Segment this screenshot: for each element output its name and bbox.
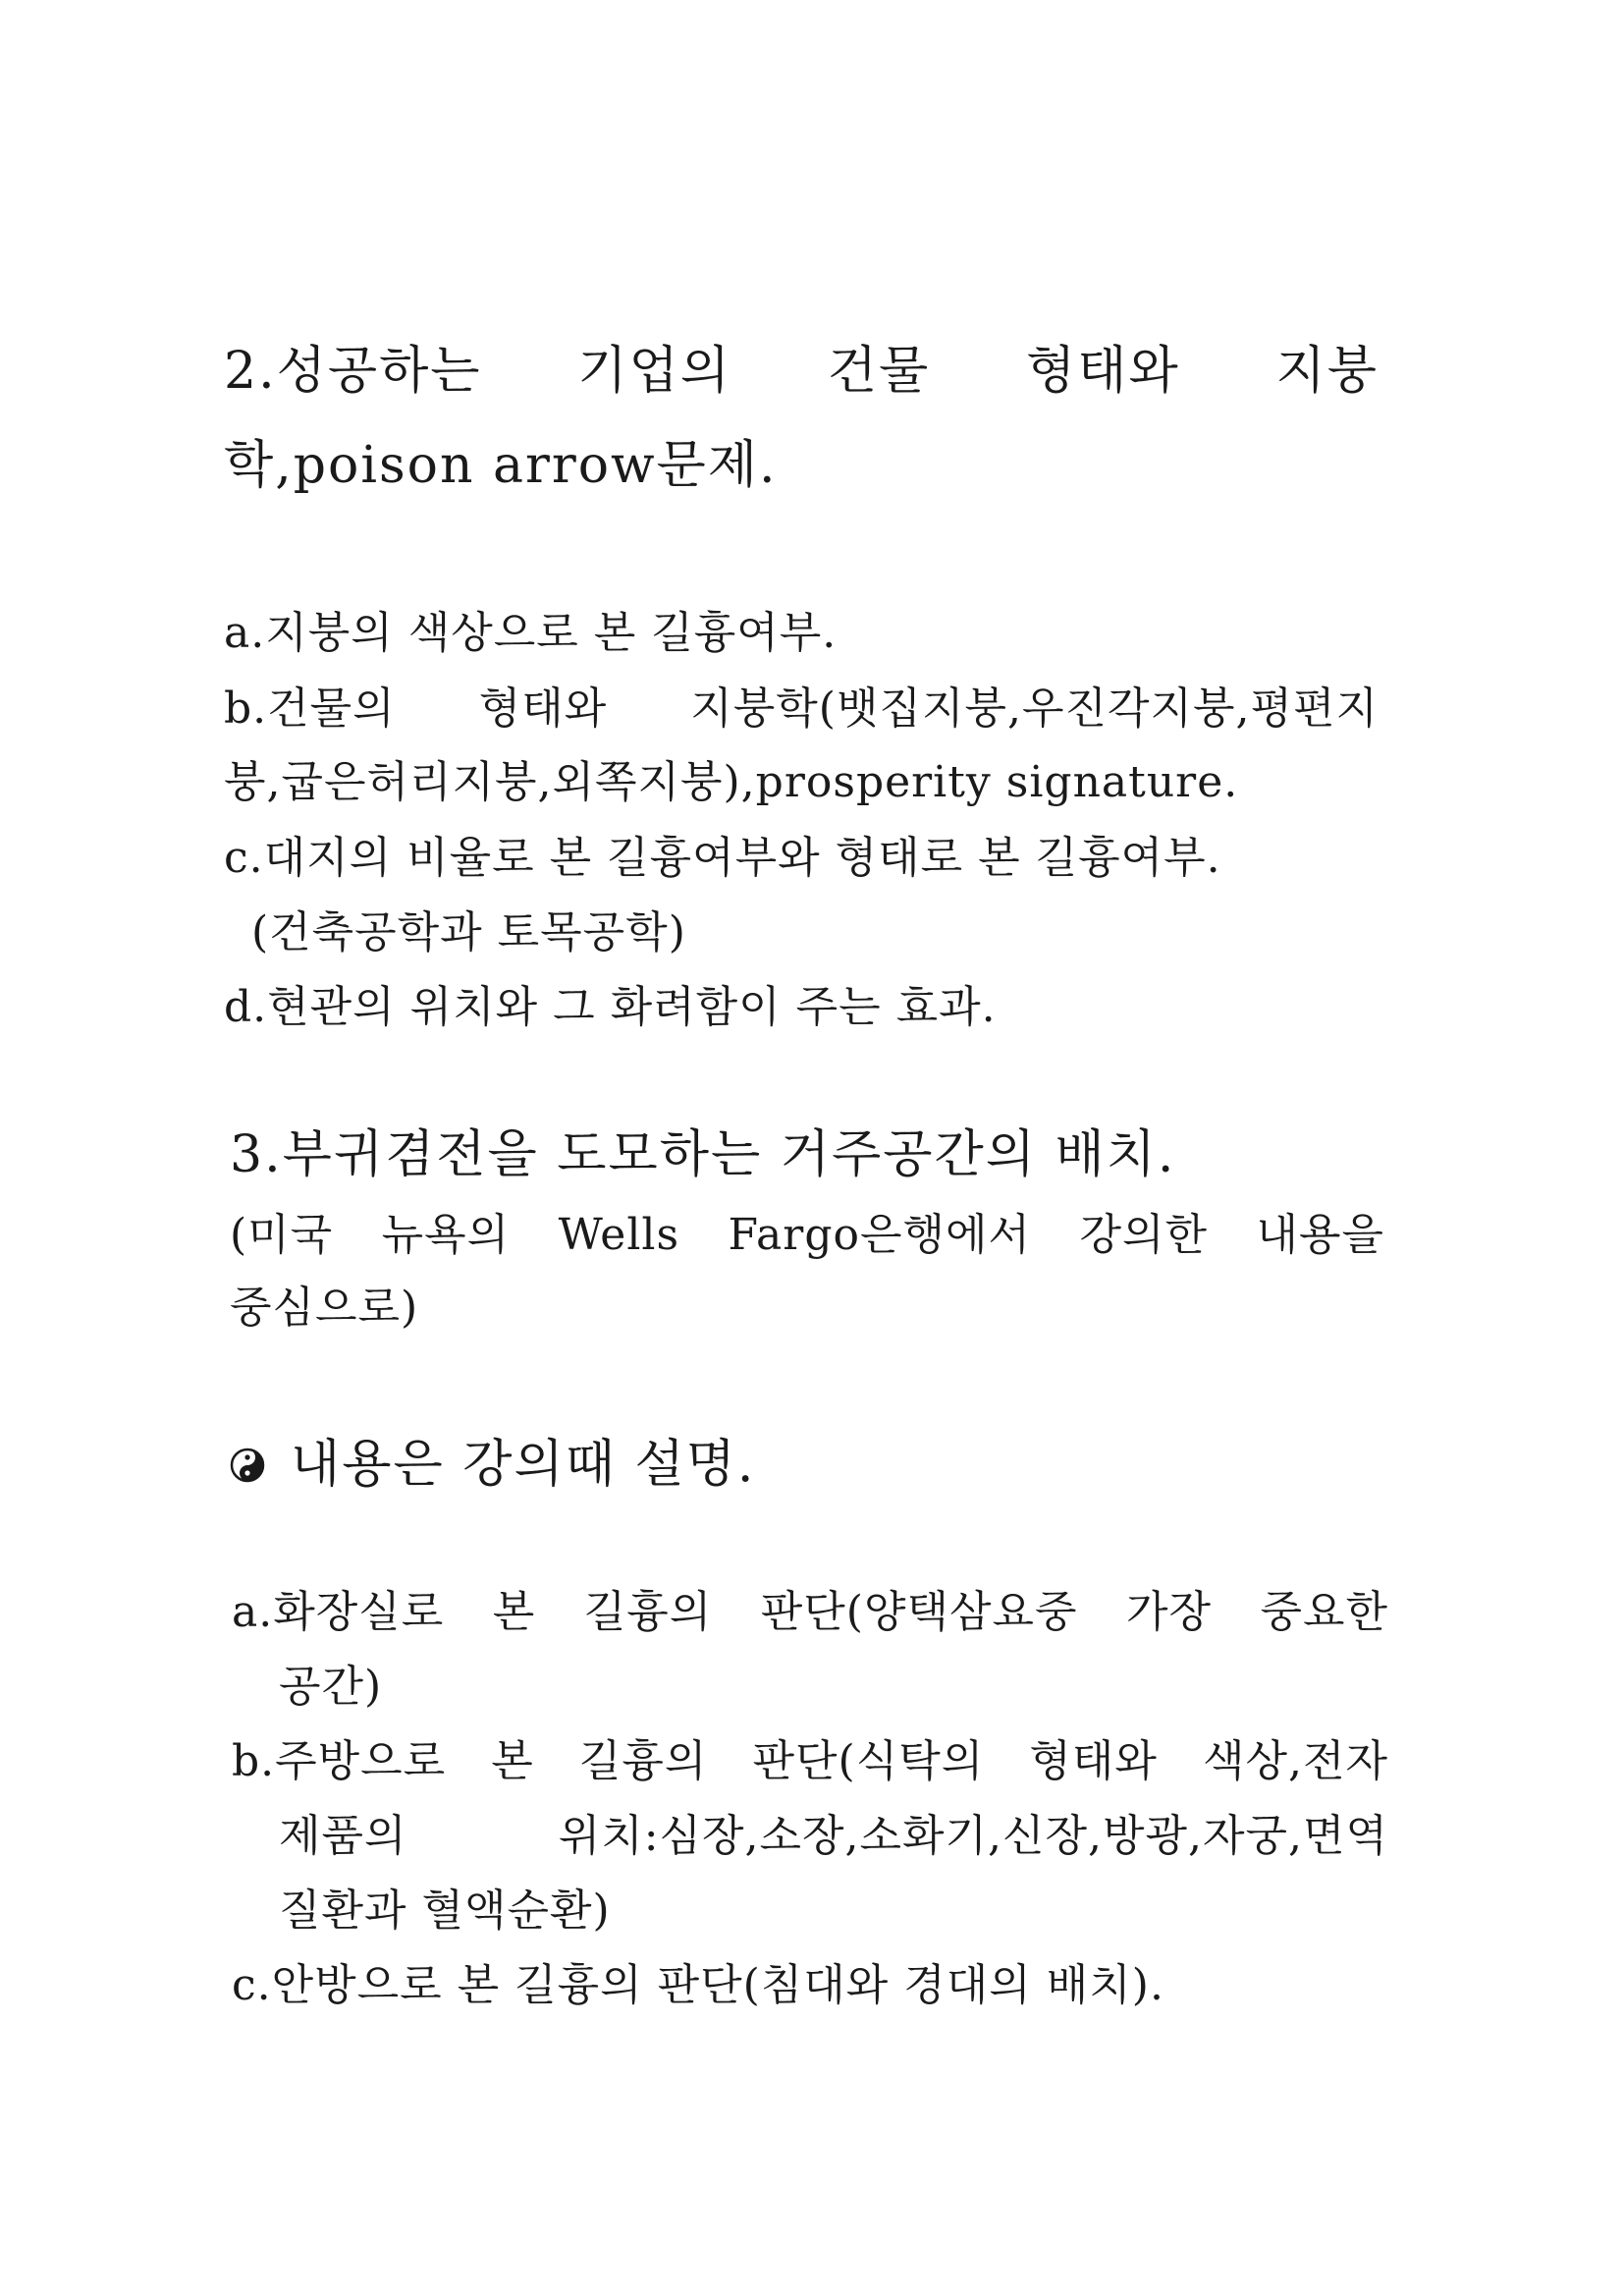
- item-word: 가장: [1125, 1587, 1212, 1637]
- section3-item-b-line1: [232, 1736, 1388, 1786]
- section3-item-b-line3: 질환과 혈액순환): [279, 1886, 611, 1936]
- section2-item-b-line2: 붕,굽은허리지붕,외쪽지붕),prosperity signature.: [224, 757, 1239, 807]
- title-word: 형태와: [1026, 342, 1180, 401]
- subtitle-word: 뉴욕의: [381, 1210, 511, 1260]
- subtitle-word: (미국: [230, 1210, 334, 1260]
- section2-item-b-line1: [224, 683, 1379, 734]
- item-word: 판단(식탁의: [752, 1736, 985, 1786]
- subtitle-word: 강의한: [1079, 1210, 1208, 1260]
- item-word: 색상,전자: [1202, 1736, 1388, 1786]
- section3-item-b-line2: [279, 1811, 1388, 1861]
- item-word: 위치:심장,소장,소화기,신장,방광,자궁,면역: [558, 1811, 1388, 1861]
- title-word: 건물: [827, 342, 931, 401]
- section2-item-a: a.지붕의 색상으로 본 길흉여부.: [224, 608, 838, 658]
- title-word: 2.성공하는: [224, 342, 482, 401]
- item-word: 지붕학(뱃집지붕,우진각지붕,평편지: [690, 683, 1379, 734]
- section2-item-d: d.현관의 위치와 그 화려함이 주는 효과.: [224, 982, 997, 1032]
- section3-title: 3.부귀겸전을 도모하는 거주공간의 배치.: [230, 1125, 1176, 1184]
- item-word: 형태와: [1029, 1736, 1158, 1786]
- item-word: 제품의: [279, 1811, 407, 1861]
- note-text: 내용은 강의때 설명.: [291, 1435, 756, 1495]
- section2-item-c: c.대지의 비율로 본 길흉여부와 형태로 본 길흉여부.: [224, 833, 1221, 883]
- item-word: b.건물의: [224, 683, 396, 734]
- yin-yang-icon: [230, 1448, 265, 1483]
- item-word: b.주방으로: [232, 1736, 447, 1786]
- item-word: 형태와: [478, 683, 608, 734]
- subtitle-word: 내용을: [1256, 1210, 1384, 1260]
- section3-item-a-line2: 공간): [279, 1662, 383, 1712]
- subtitle-word: Wells: [558, 1210, 680, 1260]
- section3-subtitle-line1: [230, 1210, 1384, 1260]
- section2-title-line1: [224, 342, 1379, 401]
- subtitle-word: Fargo은행에서: [728, 1210, 1031, 1260]
- section3-item-c: c.안방으로 본 길흉의 판단(침대와 경대의 배치).: [232, 1960, 1164, 2010]
- section3-subtitle-line2: 중심으로): [230, 1283, 419, 1333]
- item-word: a.화장실로: [232, 1587, 445, 1637]
- item-word: 길흉의: [583, 1587, 713, 1637]
- lecture-note: [230, 1435, 756, 1495]
- section2-title-line2: 학,poison arrow문제.: [224, 436, 778, 495]
- section2-item-c-line2: (건축공학과 토목공학): [251, 907, 686, 957]
- item-word: 본: [492, 1587, 536, 1637]
- title-word: 지붕: [1275, 342, 1379, 401]
- item-word: 본: [491, 1736, 534, 1786]
- title-word: 기업의: [577, 342, 732, 401]
- item-word: 중요한: [1260, 1587, 1388, 1637]
- section3-item-a-line1: [232, 1587, 1388, 1637]
- item-word: 길흉의: [578, 1736, 708, 1786]
- item-word: 판단(양택삼요중: [760, 1587, 1078, 1637]
